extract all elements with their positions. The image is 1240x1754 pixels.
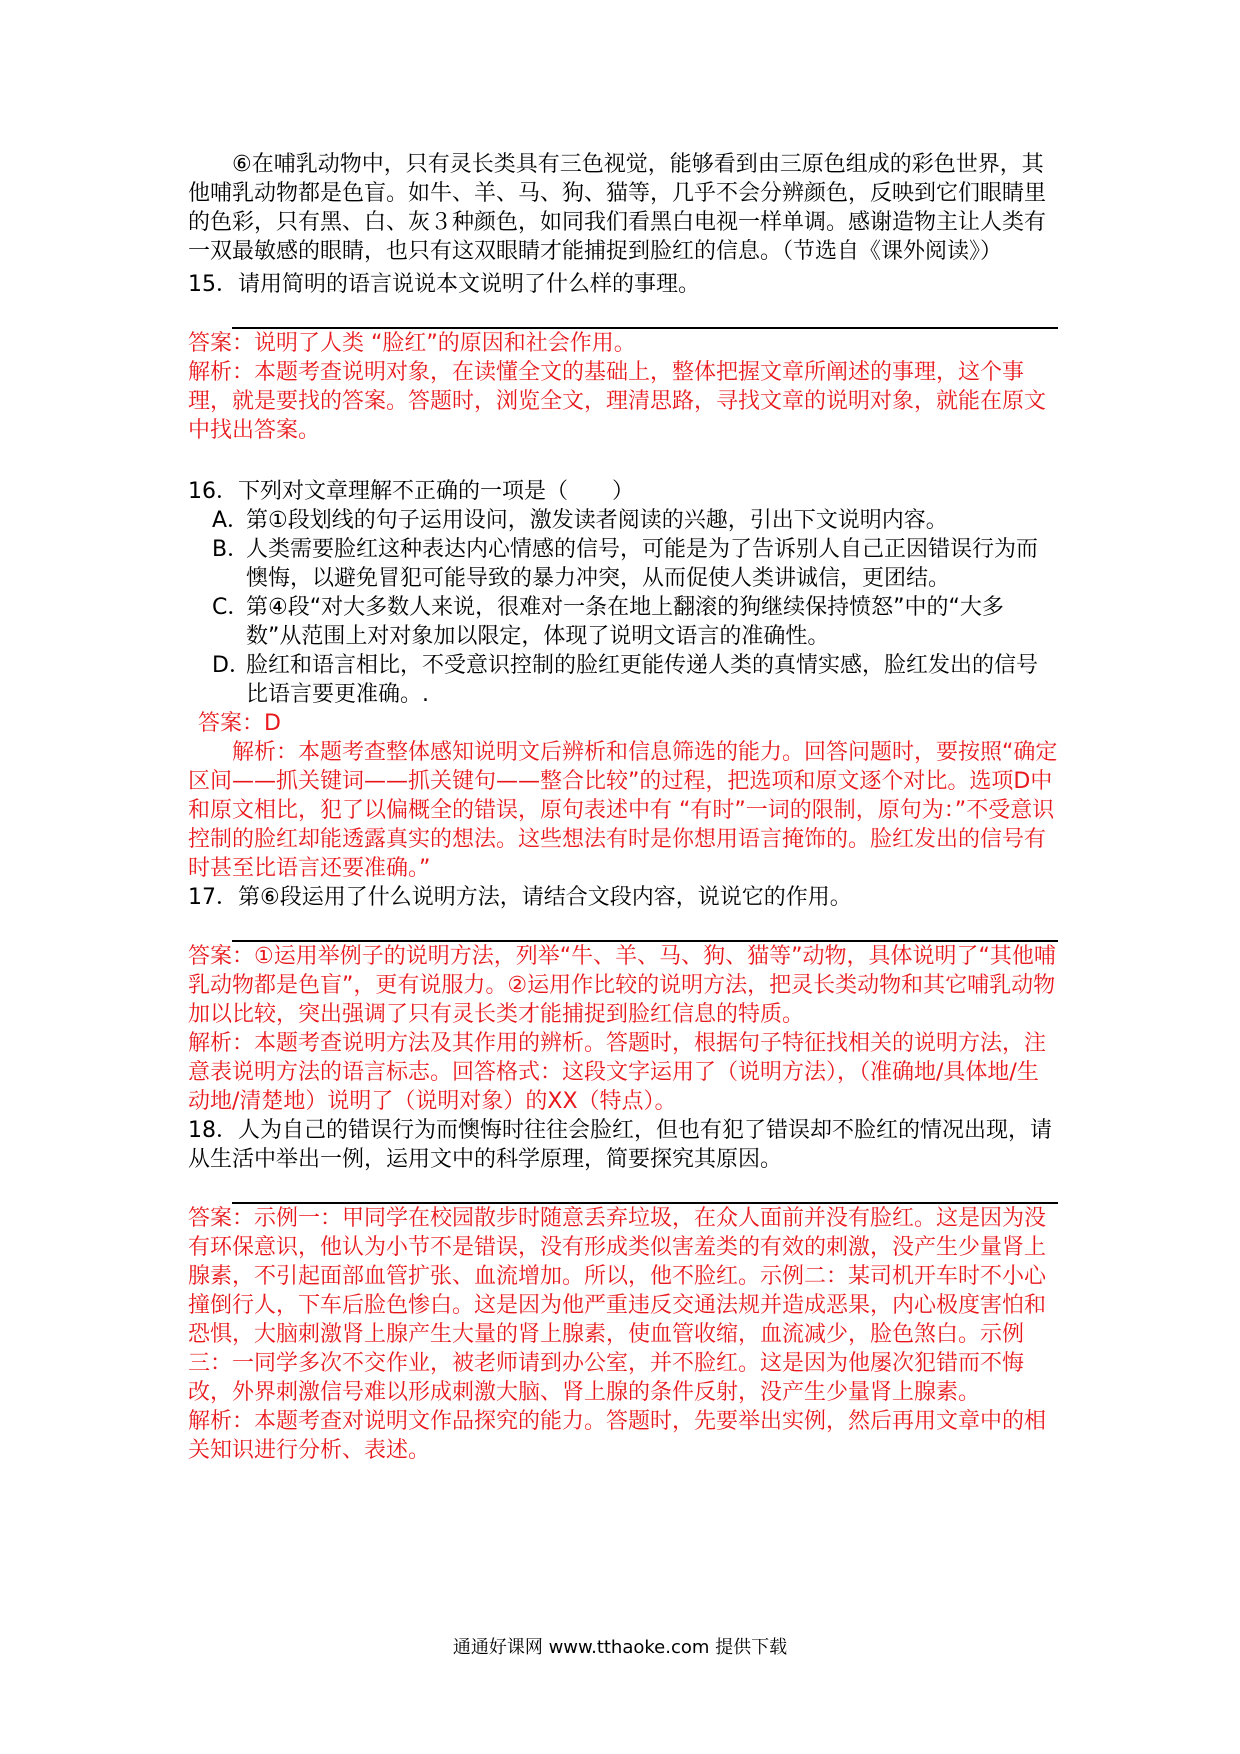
question-16: 16．下列对文章理解不正确的一项是（ ） bbox=[188, 479, 634, 504]
option-letter: D． bbox=[212, 653, 251, 678]
answer-15: 答案：说明了人类 “脸红”的原因和社会作用。 bbox=[188, 331, 636, 356]
question-17: 17．第⑥段运用了什么说明方法，请结合文段内容，说说它的作用。 bbox=[188, 885, 852, 910]
answer-18: 答案：示例一：甲同学在校园散步时随意丢弃垃圾，在众人面前并没有脸红。这是因为没有环保意识，他认为小节不是错误，没有形成类似害羞类的有效的刺激，没产生少量肾上腺素，不引起面部血管扩张、血流增加。所以，他不脸红。示例二：某司机开车时不小心撞倒行人，下车后脸色惨白。这是因为他严重违反交通法规并造成恶果，内心极度害怕和恐惧，大脑刺激肾上腺产生大量的肾上腺素，使血管收缩，血流减少，脸色煞白。示例三：一同学多次不交作业，被老师请到办公室，并不脸红。这是因为他屡次犯错而不悔改，外界刺激信号难以形成刺激大脑、肾上腺的条件反射，没产生少量肾上腺素。 bbox=[188, 1206, 1047, 1405]
analysis-16: 解析：本题考查整体感知说明文后辨析和信息筛选的能力。回答问题时，要按照“确定区间——抓关键词——抓关键句——整合比较”的过程，把选项和原文逐个对比。选项D中和原文相比，犯了以偏概全的错误，原句表述中有 “有时”一词的限制，原句为：”不受意识控制的脸红却能透露真实的想法。这些想法有时是你想用语言掩饰的。脸红发出的信号有时甚至比语言还要准确。” bbox=[188, 740, 1058, 881]
option-c bbox=[188, 593, 1058, 651]
analysis-17: 解析：本题考查说明方法及其作用的辨析。答题时，根据句子特征找相关的说明方法，注意表说明方法的语言标志。回答格式：这段文字运用了（说明方法），（准确地/具体地/生动地/清楚地）说明了（说明对象）的XX（特点）。 bbox=[188, 1031, 1047, 1114]
option-letter: C． bbox=[212, 595, 250, 620]
option-text: 人类需要脸红这种表达内心情感的信号，可能是为了告诉别人自己正因错误行为而懊悔，以避免冒犯可能导致的暴力冲突，从而促使人类讲诚信，更团结。 bbox=[246, 537, 1039, 591]
worksheet-page bbox=[188, 150, 1058, 1465]
analysis-18: 解析：本题考查对说明文作品探究的能力。答题时，先要举出实例，然后再用文章中的相关知识进行分析、表述。 bbox=[188, 1409, 1047, 1463]
passage-paragraph-6: ⑥在哺乳动物中，只有灵长类具有三色视觉，能够看到由三原色组成的彩色世界，其他哺乳动物都是色盲。如牛、羊、马、狗、猫等，几乎不会分辨颜色，反映到它们眼睛里的色彩，只有黑、白、灰３种颜色，如同我们看黑白电视一样单调。感谢造物主让人类有一双最敏感的眼睛，也只有这双眼睛才能捕捉到脸红的信息。（节选自《课外阅读》） bbox=[188, 152, 1047, 264]
option-text: 第④段“对大多数人来说，很难对一条在地上翻滚的狗继续保持愤怒”中的“大多数”从范围上对对象加以限定，体现了说明文语言的准确性。 bbox=[246, 595, 1004, 649]
option-b bbox=[188, 535, 1058, 593]
answer-17: 答案：①运用举例子的说明方法，列举“牛、羊、马、狗、猫等”动物，具体说明了“其他哺乳动物都是色盲”，更有说服力。②运用作比较的说明方法，把灵长类动物和其它哺乳动物加以比较，突出强调了只有灵长类才能捕捉到脸红信息的特质。 bbox=[188, 944, 1056, 1027]
option-letter: B． bbox=[212, 537, 250, 562]
question-15: 15．请用简明的语言说说本文说明了什么样的事理。 bbox=[188, 272, 700, 297]
option-a bbox=[188, 506, 1058, 535]
option-text: 脸红和语言相比，不受意识控制的脸红更能传递人类的真情实感，脸红发出的信号比语言要更准确。. bbox=[246, 653, 1039, 707]
option-text: 第①段划线的句子运用设问，激发读者阅读的兴趣，引出下文说明内容。 bbox=[246, 508, 948, 533]
question-18: 18．人为自己的错误行为而懊悔时往往会脸红，但也有犯了错误却不脸红的情况出现，请从生活中举出一例，运用文中的科学原理，简要探究其原因。 bbox=[188, 1118, 1052, 1172]
question-16-options bbox=[188, 506, 1058, 709]
option-letter: A． bbox=[212, 508, 250, 533]
analysis-15: 解析：本题考查说明对象，在读懂全文的基础上，整体把握文章所阐述的事理，这个事理，就是要找的答案。答题时，浏览全文，理清思路，寻找文章的说明对象，就能在原文中找出答案。 bbox=[188, 360, 1047, 443]
page-footer: 通通好课网 www.tthaoke.com 提供下载 bbox=[452, 1637, 788, 1658]
answer-16: 答案：D bbox=[198, 711, 281, 736]
option-d bbox=[188, 651, 1058, 709]
